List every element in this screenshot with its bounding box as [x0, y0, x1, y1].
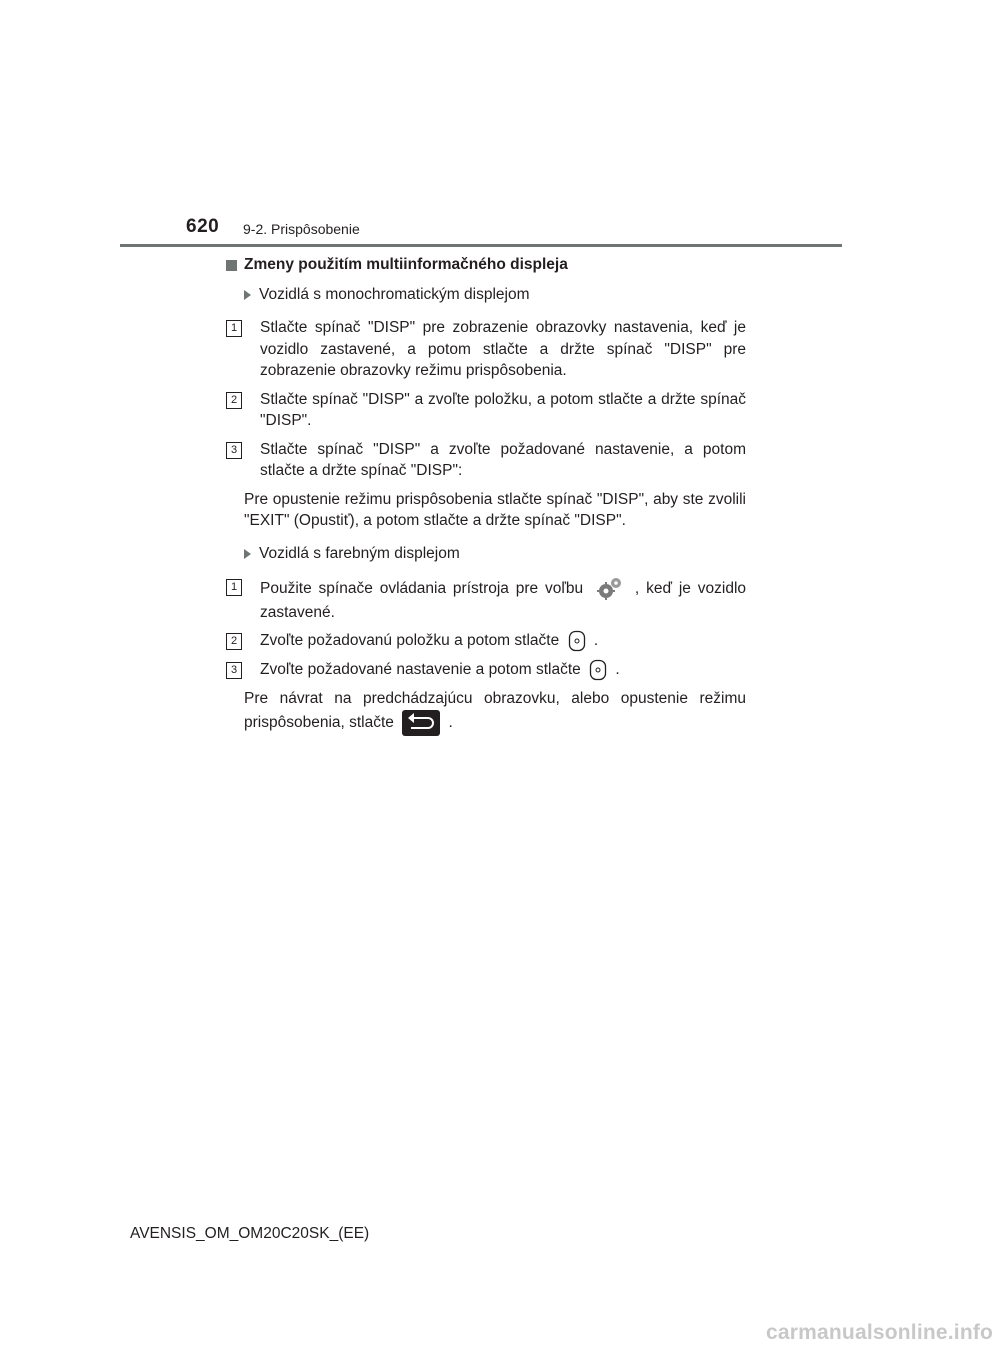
step-text: Stlačte spínač "DISP" a zvoľte požadované nastavenie, a potom stlačte a držte spínač "DISP":	[260, 440, 746, 479]
step-number: 3	[226, 442, 242, 459]
content	[226, 255, 746, 748]
step-number: 2	[226, 633, 242, 650]
note-text-end: .	[448, 713, 453, 731]
color-step-2	[226, 630, 746, 652]
section-heading	[226, 255, 746, 275]
mono-step-3	[226, 439, 746, 482]
step-text: Stlačte spínač "DISP" pre zobrazenie obrazovky nastavenia, keď je vozidlo zastavené, a potom stlačte a držte spínač "DISP" pre zobrazenie obrazovky režimu prispôsobenia.	[260, 319, 746, 379]
section-title: 9-2. Prispôsobenie	[243, 221, 360, 237]
enter-button-icon	[568, 630, 586, 652]
heading-text: Zmeny použitím multiinformačného displeja	[244, 256, 568, 273]
header-rule	[120, 244, 842, 247]
color-label: Vozidlá s farebným displejom	[259, 544, 460, 562]
step-text-end: , keď je vozidlo zastavené.	[260, 579, 747, 621]
settings-gear-icon	[594, 576, 624, 602]
mono-display-subheading	[244, 285, 746, 305]
color-note	[226, 688, 746, 736]
step-text-end: .	[615, 661, 620, 679]
step-text-start: Zvoľte požadované nastavenie a potom stlačte	[260, 661, 581, 679]
page-number: 620	[186, 216, 220, 237]
mono-step-1	[226, 317, 746, 382]
triangle-bullet-icon	[244, 290, 251, 300]
square-bullet-icon	[226, 260, 237, 271]
color-step-3	[226, 659, 746, 681]
step-text: Stlačte spínač "DISP" a zvoľte položku, a potom stlačte a držte spínač "DISP".	[260, 390, 746, 429]
step-number: 2	[226, 392, 242, 409]
mono-label: Vozidlá s monochromatickým displejom	[259, 286, 530, 303]
triangle-bullet-icon	[244, 549, 251, 559]
step-text-end: .	[593, 632, 599, 650]
back-arrow-icon	[402, 710, 440, 736]
mono-step-2	[226, 389, 746, 432]
enter-button-icon	[589, 659, 607, 681]
step-number: 1	[226, 320, 242, 337]
step-number: 3	[226, 662, 242, 679]
note-text-start: Pre návrat na predchádzajúcu obrazovku, alebo opustenie režimu prispôsobenia, stlačte	[244, 690, 746, 731]
document-code: AVENSIS_OM_OM20C20SK_(EE)	[130, 1225, 370, 1242]
mono-note: Pre opustenie režimu prispôsobenia stlačte spínač "DISP", aby ste zvolili "EXIT" (Opustiť), a potom stlačte a držte spínač "DISP".	[244, 490, 746, 529]
color-step-1	[226, 576, 746, 624]
watermark: carmanualsonline.info	[766, 1321, 993, 1344]
step-text-start: Zvoľte požadovanú položku a potom stlačte	[260, 632, 560, 650]
step-number: 1	[226, 579, 242, 596]
color-display-subheading	[244, 544, 746, 564]
step-text-start: Použite spínače ovládania prístroja pre voľbu	[260, 579, 584, 597]
